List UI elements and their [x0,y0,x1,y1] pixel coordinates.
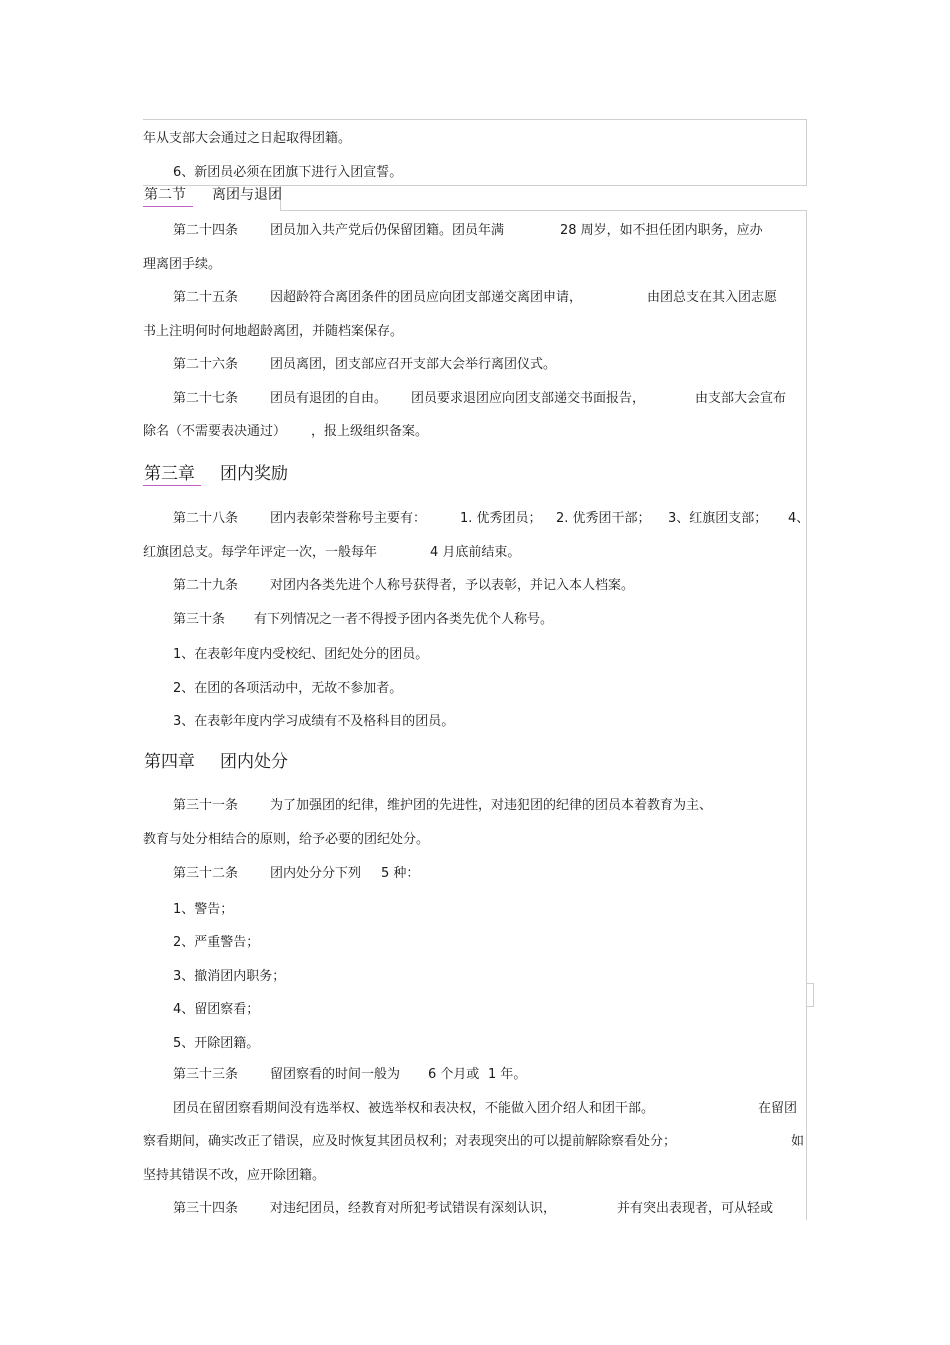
article-number: 第三十一条 [173,798,239,813]
article-text: ，报上级组织备案。 [311,424,429,439]
chapter-label: 第四章 [144,752,195,772]
article-text: 28 周岁，如不担任团内职务，应办 [560,223,763,238]
side-tab-right [813,983,814,1007]
article-text: 察看期间，确实改正了错误，应及时恢复其团员权利；对表现突出的可以提前解除察看处分； [143,1134,677,1149]
article-text: 1 年。 [488,1067,527,1082]
article-text: 因超龄符合离团条件的团员应向团支部递交离团申请， [270,290,583,305]
article-text: 团内处分分下列 [270,866,362,881]
article-number: 第二十四条 [173,223,239,238]
article-25-cont: 书上注明何时何地超龄离团，并随档案保存。 [143,324,404,339]
chapter-label-underline [143,485,201,486]
list-item: 1、警告； [173,902,234,917]
article-number: 第二十九条 [173,578,239,593]
article-text: 对违纪团员，经教育对所犯考试错误有深刻认识， [270,1201,557,1216]
article-text: 团员在留团察看期间没有选举权、被选举权和表决权，不能做入团介绍人和团干部。 [173,1101,655,1116]
chapter-title: 团内处分 [220,752,288,772]
article-text: 5 种： [381,866,420,881]
honor-2: 2. 优秀团干部； [556,511,651,526]
article-text: 团员加入共产党后仍保留团籍。团员年满 [270,223,505,238]
section-title: 离团与退团 [212,187,282,203]
article-number: 第二十八条 [173,511,239,526]
chapter-label: 第三章 [144,464,195,484]
section-frame-right [806,210,807,1220]
article-text: 并有突出表现者，可从轻或 [617,1201,774,1216]
article-text: 除名（不需要表决通过） [143,424,287,439]
list-item: 2、严重警告； [173,935,260,950]
article-text: 4 月底前结束。 [430,545,521,560]
article-number: 第二十七条 [173,391,239,406]
continued-text-line: 年从支部大会通过之日起取得团籍。 [143,131,352,146]
oath-item: 6、新团员必须在团旗下进行入团宣誓。 [173,165,403,180]
article-31-cont: 教育与处分相结合的原则，给予必要的团纪处分。 [143,832,430,847]
article-text: 由团总支在其入团志愿 [647,290,778,305]
article-number: 第二十五条 [173,290,239,305]
article-number: 第三十条 [173,612,226,627]
list-item: 4、留团察看； [173,1002,260,1017]
honor-4: 4、 [788,511,810,526]
list-item: 3、在表彰年度内学习成绩有不及格科目的团员。 [173,714,455,729]
honor-1: 1. 优秀团员； [460,511,542,526]
paragraph-33-end: 坚持其错误不改，应开除团籍。 [143,1168,326,1183]
top-frame-right [806,119,807,186]
article-number: 第三十二条 [173,866,239,881]
section-frame-top [280,210,807,211]
article-number: 第二十六条 [173,357,239,372]
section-label-underline [143,206,193,207]
article-text: 对团内各类先进个人称号获得者，予以表彰，并记入本人档案。 [270,578,635,593]
article-24-cont: 理离团手续。 [143,257,222,272]
article-number: 第三十四条 [173,1201,239,1216]
article-text: 有下列情况之一者不得授予团内各类先优个人称号。 [254,612,554,627]
list-item: 2、在团的各项活动中，无故不参加者。 [173,681,403,696]
article-text: 如 [791,1134,805,1149]
article-text: 为了加强团的纪律，维护团的先进性，对违犯团的纪律的团员本着教育为主、 [270,798,713,813]
article-text: 留团察看的时间一般为 [270,1067,401,1082]
article-text: 团员离团，团支部应召开支部大会举行离团仪式。 [270,357,557,372]
section-label: 第二节 [144,187,186,203]
list-item: 3、撤消团内职务； [173,969,286,984]
article-text: 6 个月或 [428,1067,480,1082]
article-text: 团内表彰荣誉称号主要有： [270,511,427,526]
article-text: 团员有退团的自由。 [270,391,388,406]
article-text: 红旗团总支。每学年评定一次，一般每年 [143,545,378,560]
top-frame-top [143,119,807,120]
honor-3: 3、红旗团支部； [668,511,768,526]
article-text: 团员要求退团应向团支部递交书面报告， [411,391,646,406]
article-text: 在留团 [758,1101,798,1116]
article-number: 第三十三条 [173,1067,239,1082]
list-item: 5、开除团籍。 [173,1036,260,1051]
article-text: 由支部大会宣布 [695,391,787,406]
chapter-title: 团内奖励 [220,464,288,484]
side-tab-bottom [806,1006,814,1007]
list-item: 1、在表彰年度内受校纪、团纪处分的团员。 [173,647,429,662]
